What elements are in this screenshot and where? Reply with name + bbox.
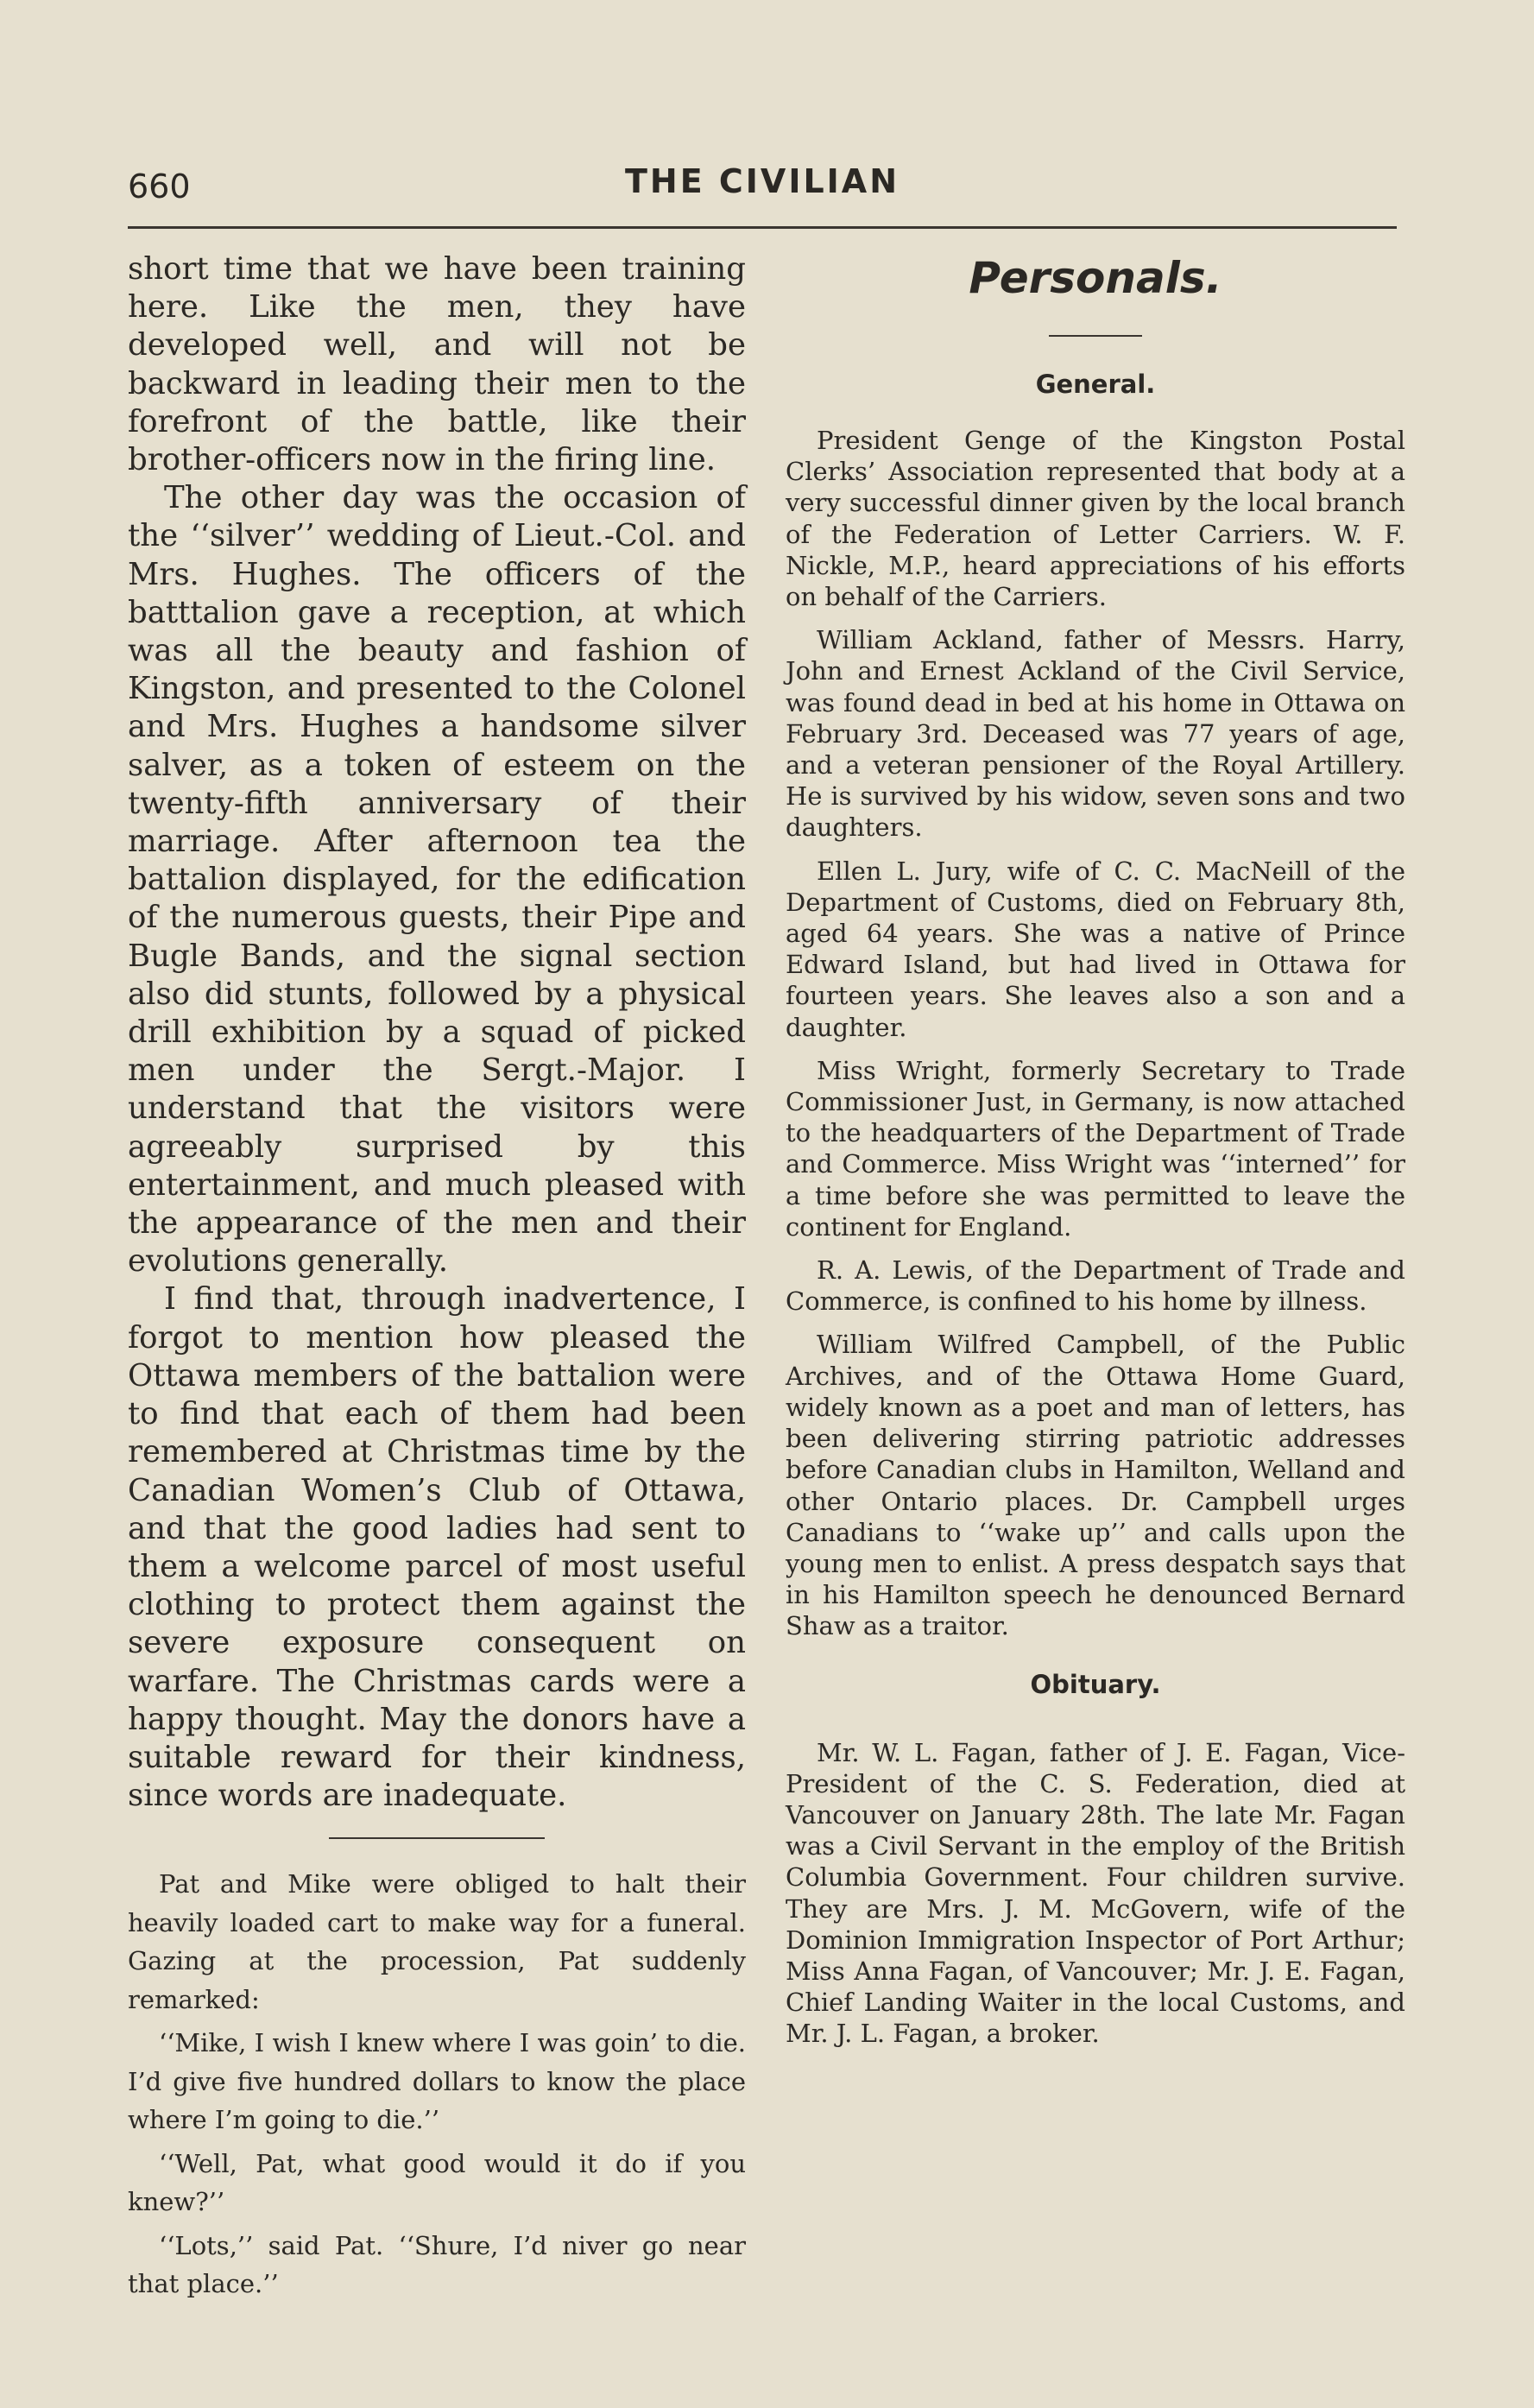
personal-item: R. A. Lewis, of the Department of Trade and Commerce, is confined to his home by illness.: [786, 1255, 1405, 1317]
personal-item: Ellen L. Jury, wife of C. C. MacNeill of the Department of Customs, died on February 8th, aged 64 years. She was a native of Prince Edward Island, but had lived in Ottawa for fourteen years. She leaves also a son and a daughter.: [786, 856, 1405, 1042]
header-rule: [128, 226, 1397, 229]
personal-item: President Genge of the Kingston Postal Clerks’ Association represented that body at a very successful dinner given by the local branch of the Federation of Letter Carriers. W. F. Nickle, M.P., heard appreciations of his efforts on behalf of the Carriers.: [786, 426, 1405, 612]
general-heading: General.: [1035, 370, 1156, 399]
anecdote-paragraph: ‘‘Well, Pat, what good would it do if you knew?’’: [128, 2148, 746, 2217]
left-column: [128, 250, 746, 2309]
obituary-item: Mr. W. L. Fagan, father of J. E. Fagan, Vice-President of the C. S. Federation, died at Vancouver on January 28th. The late Mr. Fagan was a Civil Servant in the employ of the British Columbia Government. Four children survive. They are Mrs. J. M. McGovern, wife of the Dominion Immigration Inspector of Port Arthur; Miss Anna Fagan, of Vancouver; Mr. J. E. Fagan, Chief Landing Waiter in the local Customs, and Mr. J. L. Fagan, a broker.: [786, 1737, 1405, 2049]
anecdote-paragraph: ‘‘Mike, I wish I knew where I was goin’ to die. I’d give five hundred dollars to know the place where I’m going to die.’’: [128, 2028, 746, 2135]
page-number: 660: [128, 167, 191, 205]
right-column: [786, 250, 1405, 2062]
anecdote-paragraph: ‘‘Lots,’’ said Pat. ‘‘Shure, I’d niver go near that place.’’: [128, 2230, 746, 2299]
body-paragraph: I find that, through inadvertence, I forgot to mention how pleased the Ottawa members of the battalion were to find that each of them had been remembered at Christmas time by the Canadian Women’s Club of Ottawa, and that the good ladies had sent to them a welcome parcel of most useful clothing to protect them against the severe exposure consequent on warfare. The Christmas cards were a happy thought. May the donors have a suitable reward for their kindness, since words are inadequate.: [128, 1281, 746, 1814]
obituary-heading: Obituary.: [1030, 1669, 1161, 1699]
personal-item: William Wilfred Campbell, of the Public Archives, and of the Ottawa Home Guard, widely known as a poet and man of letters, has been delivering stirring patriotic addresses before Canadian clubs in Hamilton, Welland and other Ontario places. Dr. Campbell urges Canadians to ‘‘wake up’’ and calls upon the young men to enlist. A press despatch says that in his Hamilton speech he denounced Bernard Shaw as a traitor.: [786, 1330, 1405, 1641]
section-divider: [329, 1837, 545, 1839]
personal-item: William Ackland, father of Messrs. Harry, John and Ernest Ackland of the Civil Service, was found dead in bed at his home in Ottawa on February 3rd. Deceased was 77 years of age, and a veteran pensioner of the Royal Artillery. He is survived by his widow, seven sons and two daughters.: [786, 625, 1405, 843]
page-header: [128, 162, 1397, 214]
journal-title: THE CIVILIAN: [624, 162, 900, 200]
body-paragraph: short time that we have been training here. Like the men, they have developed well, and will not be backward in leading their men to the forefront of the battle, like their brother-officers now in the firing line.: [128, 251, 746, 478]
section-title: Personals.: [969, 253, 1222, 303]
title-divider: [1049, 335, 1142, 337]
body-paragraph: The other day was the occasion of the ‘‘silver’’ wedding of Lieut.-Col. and Mrs. Hughes. The officers of the batttalion gave a reception, at which was all the beauty and fashion of Kingston, and presented to the Colonel and Mrs. Hughes a handsome silver salver, as a token of esteem on the twenty-fifth anniversary of their marriage. After afternoon tea the battalion displayed, for the edification of the numerous guests, their Pipe and Bugle Bands, and the signal section also did stunts, followed by a physical drill exhibition by a squad of picked men under the Sergt.-Major. I understand that the visitors were agreeably surprised by this entertainment, and much pleased with the appearance of the men and their evolutions generally.: [128, 480, 746, 1280]
anecdote-paragraph: Pat and Mike were obliged to halt their heavily loaded cart to make way for a funeral. Gazing at the procession, Pat suddenly remarked:: [128, 1869, 746, 2014]
anecdote: [128, 1865, 746, 2304]
personal-item: Miss Wright, formerly Secretary to Trade Commissioner Just, in Germany, is now attached to the headquarters of the Department of Trade and Commerce. Miss Wright was ‘‘interned’’ for a time before she was permitted to leave the continent for England.: [786, 1055, 1405, 1242]
